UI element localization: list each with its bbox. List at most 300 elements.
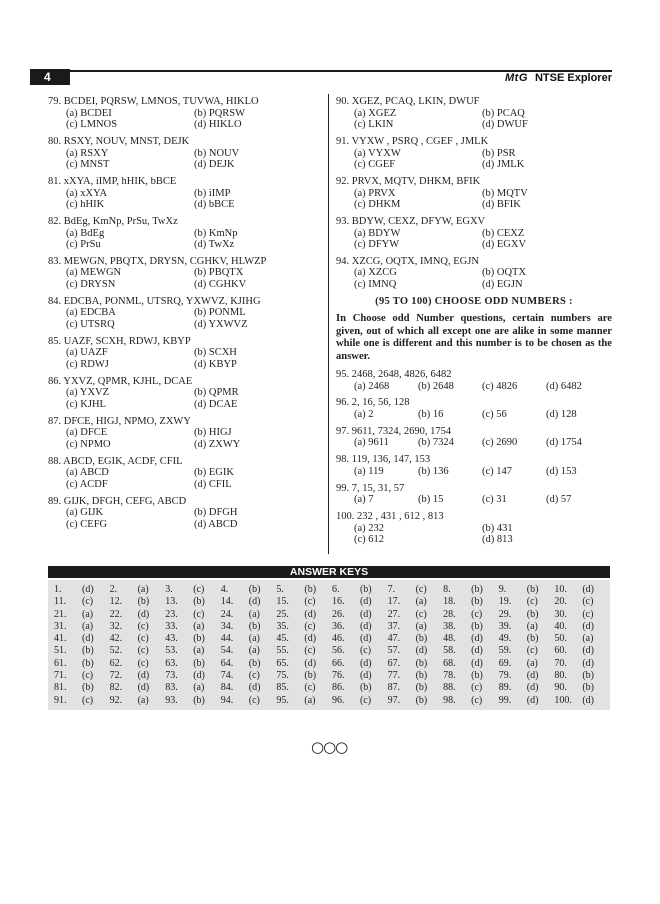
answer-key-number: 47. (387, 633, 401, 645)
answer-key-item (110, 621, 166, 633)
question-text: BDYW, CEXZ, DFYW, EGXV (351, 215, 486, 227)
option-c: (c) IMNQ (354, 279, 397, 291)
answer-key-item (110, 584, 166, 596)
answer-key-option: (c) (137, 645, 149, 657)
answer-key-item (388, 633, 444, 645)
question-item (336, 397, 612, 420)
option-a: (a) ABCD (66, 467, 109, 479)
answer-key-number: 56. (331, 645, 345, 657)
answer-key-number: 42. (109, 633, 123, 645)
answer-key-item (554, 584, 610, 596)
answer-key-option: (c) (248, 670, 260, 682)
option-list (48, 507, 323, 530)
question-stem (48, 176, 323, 188)
option-c: (c) 612 (354, 534, 385, 546)
option-b: (b) NOUV (194, 147, 240, 159)
answer-key-number: 83. (165, 682, 178, 694)
answer-key-item (499, 658, 555, 670)
answer-key-option: (b) (82, 645, 94, 657)
answer-key-item (54, 658, 110, 670)
option-b: (b) iIMP (194, 187, 231, 199)
answer-keys-title: ANSWER KEYS (48, 566, 610, 578)
question-number: 93. (336, 215, 350, 227)
answer-key-item (332, 621, 388, 633)
answer-key-item (499, 695, 555, 707)
answer-key-option: (b) (526, 584, 539, 595)
option-c: (c) 4826 (482, 380, 518, 392)
option-d: (d) 153 (546, 465, 577, 477)
answer-key-number: 77. (387, 670, 401, 682)
question-text: 119, 136, 147, 153 (351, 454, 431, 466)
option-d: (d) TwXz (194, 239, 235, 251)
option-d: (d) 57 (546, 494, 572, 506)
answer-key-number: 30. (554, 608, 567, 620)
option-list (336, 523, 612, 546)
option-b: (b) OQTX (482, 267, 527, 279)
answer-key-number: 3. (165, 584, 173, 595)
answer-key-option: (a) (137, 584, 149, 595)
question-text: VYXW , PSRQ , CGEF , JMLK (351, 135, 489, 147)
answer-key-option: (b) (471, 584, 483, 595)
answer-key-option: (a) (193, 682, 205, 694)
answer-key-number: 26. (331, 608, 345, 620)
answer-key-item (443, 670, 499, 682)
answer-key-number: 84. (220, 682, 234, 694)
answer-key-number: 33. (165, 620, 178, 632)
answer-key-item (554, 596, 610, 608)
option-c: (c) NPMO (66, 438, 111, 450)
answer-key-option: (a) (526, 657, 538, 669)
question-text: UAZF, SCXH, RDWJ, KBYP (63, 335, 191, 347)
answer-key-item (54, 621, 110, 633)
answer-key-number: 39. (498, 620, 512, 632)
answer-key-number: 87. (387, 682, 401, 694)
answer-key-option: (b) (415, 670, 428, 682)
answer-key-number: 91. (54, 694, 67, 706)
answer-key-number: 54. (220, 645, 234, 657)
answer-key-option: (b) (415, 657, 428, 669)
option-a: (a) XZCG (354, 267, 397, 279)
answer-key-item (221, 596, 277, 608)
question-text: RSXY, NOUV, MNST, DEJK (63, 135, 190, 147)
option-a: (a) 2 (354, 409, 374, 421)
option-d: (d) HIKLO (194, 119, 242, 131)
option-a: (a) VYXW (354, 147, 401, 159)
answer-key-option: (c) (415, 584, 427, 595)
option-d: (d) YXWVZ (194, 319, 248, 331)
answer-key-item (54, 633, 110, 645)
answer-key-number: 40. (554, 620, 567, 632)
question-number: 100. (336, 510, 355, 522)
answer-key-option: (d) (582, 694, 595, 706)
question-stem (336, 216, 612, 228)
question-stem (336, 176, 612, 188)
answer-key-option: (c) (526, 645, 538, 657)
answer-key-option: (a) (415, 596, 427, 608)
answer-key-number: 14. (220, 596, 234, 608)
question-stem (336, 483, 612, 495)
answer-key-option: (b) (248, 657, 261, 669)
question-item (336, 136, 612, 171)
answer-key-item (276, 670, 332, 682)
question-number: 96. (336, 397, 350, 409)
answer-key-number: 66. (331, 657, 345, 669)
answer-key-option: (b) (137, 596, 150, 608)
answer-key-number: 73. (165, 670, 178, 682)
answer-key-number: 94. (220, 694, 234, 706)
question-text: BCDEI, PQRSW, LMNOS, TUVWA, HIKLO (63, 96, 259, 107)
question-stem (336, 136, 612, 148)
option-list (48, 188, 323, 211)
answer-key-number: 32. (109, 620, 123, 632)
answer-key-number: 85. (276, 682, 289, 694)
question-stem (48, 496, 323, 508)
answer-key-item (165, 621, 221, 633)
option-list (48, 427, 323, 450)
answer-key-item (332, 682, 388, 694)
answer-key-item (110, 645, 166, 657)
question-number: 94. (336, 255, 350, 267)
option-list (336, 188, 612, 211)
answer-key-option: (a) (248, 608, 260, 620)
option-c: (c) 147 (482, 465, 513, 477)
answer-key-number: 37. (387, 620, 401, 632)
answer-key-number: 92. (109, 694, 123, 706)
answer-key-number: 99. (498, 694, 512, 706)
answer-key-option: (d) (359, 596, 372, 608)
answer-key-number: 20. (554, 596, 567, 608)
answer-key-item (499, 670, 555, 682)
question-stem (336, 426, 612, 438)
answer-key-item (165, 584, 221, 596)
answer-key-option: (d) (359, 608, 372, 620)
option-d: (d) ABCD (194, 518, 238, 530)
option-a: (a) BdEg (66, 227, 105, 239)
answer-key-option: (d) (526, 682, 539, 694)
answer-key-option: (b) (193, 657, 205, 669)
answer-key-option: (b) (471, 620, 483, 632)
answer-key-option: (d) (471, 633, 483, 645)
option-d: (d) CGHKV (194, 279, 247, 291)
answer-key-option: (b) (582, 682, 595, 694)
answer-key-number: 55. (276, 645, 289, 657)
option-b: (b) 2648 (418, 380, 454, 392)
answer-key-number: 36. (331, 620, 345, 632)
question-stem (48, 456, 323, 468)
answer-key-number: 8. (443, 584, 451, 595)
option-b: (b) 431 (482, 522, 513, 534)
answer-key-option: (b) (471, 596, 483, 608)
answer-key-number: 60. (554, 645, 567, 657)
answer-key-option: (b) (193, 633, 205, 645)
question-item (48, 256, 323, 291)
option-b: (b) DFGH (194, 507, 238, 519)
option-c: (c) MNST (66, 159, 110, 171)
answer-key-item (332, 584, 388, 596)
option-d: (d) 813 (482, 534, 513, 546)
question-stem (336, 511, 612, 523)
answer-key-option: (c) (137, 620, 149, 632)
section-title: (95 TO 100) CHOOSE ODD NUMBERS : (375, 295, 573, 307)
option-b: (b) 15 (418, 494, 444, 506)
question-number: 99. (336, 482, 350, 494)
answer-key-number: 62. (109, 657, 123, 669)
answer-key-number: 34. (220, 620, 234, 632)
answer-key-item (499, 645, 555, 657)
question-number: 80. (48, 135, 62, 147)
answer-key-number: 95. (276, 694, 289, 706)
left-column (48, 96, 323, 536)
option-b: (b) PQRSW (194, 107, 246, 119)
answer-key-option: (d) (248, 596, 261, 608)
question-text: 232 , 431 , 612 , 813 (357, 510, 444, 522)
answer-key-item (499, 596, 555, 608)
answer-key-number: 50. (554, 633, 567, 645)
answer-key-item (554, 645, 610, 657)
option-b: (b) KmNp (194, 227, 238, 239)
question-stem (336, 96, 612, 108)
answer-key-option: (a) (248, 633, 260, 645)
answer-key-item (221, 682, 277, 694)
answer-key-number: 71. (54, 670, 67, 682)
option-a: (a) MEWGN (66, 267, 122, 279)
answer-key-number: 72. (109, 670, 123, 682)
option-b: (b) PONML (194, 307, 246, 319)
option-a: (a) BDYW (354, 227, 401, 239)
answer-key-option: (c) (248, 694, 260, 706)
answer-key-option: (b) (526, 633, 539, 645)
option-d: (d) 1754 (546, 437, 582, 449)
answer-key-item (554, 658, 610, 670)
answer-key-number: 100. (554, 694, 572, 706)
answer-key-number: 58. (443, 645, 456, 657)
question-stem (48, 256, 323, 268)
answer-key-number: 21. (54, 608, 67, 620)
answer-key-item (332, 695, 388, 707)
option-list (48, 148, 323, 171)
question-stem (48, 216, 323, 228)
answer-key-item (554, 682, 610, 694)
answer-key-number: 67. (387, 657, 401, 669)
answer-key-number: 24. (220, 608, 234, 620)
question-stem (48, 296, 323, 308)
answer-key-item (221, 658, 277, 670)
answer-key-number: 48. (443, 633, 456, 645)
answer-key-item (165, 658, 221, 670)
answer-key-option: (c) (137, 633, 149, 645)
question-number: 79. (48, 96, 62, 107)
option-b: (b) CEXZ (482, 227, 525, 239)
answer-key-item (221, 695, 277, 707)
answer-key-item (276, 633, 332, 645)
option-list (336, 381, 612, 393)
answer-key-item (332, 609, 388, 621)
answer-key-item (388, 682, 444, 694)
answer-key-number: 15. (276, 596, 289, 608)
answer-key-item (110, 682, 166, 694)
answer-key-number: 29. (498, 608, 512, 620)
question-number: 92. (336, 175, 350, 187)
question-text: XZCG, OQTX, IMNQ, EGJN (351, 255, 479, 267)
answer-key-item (443, 658, 499, 670)
question-number: 90. (336, 96, 350, 107)
question-text: PRVX, MQTV, DHKM, BFIK (351, 175, 481, 187)
answer-key-option: (a) (193, 620, 205, 632)
answer-key-option: (c) (415, 608, 427, 620)
answer-key-option: (d) (359, 657, 372, 669)
answer-key-option: (a) (82, 608, 94, 620)
answer-key-item (388, 670, 444, 682)
question-item (336, 176, 612, 211)
answer-key-number: 19. (498, 596, 512, 608)
answer-key-item (54, 682, 110, 694)
answer-key-option: (c) (582, 608, 594, 620)
answer-key-item (499, 621, 555, 633)
answer-key-number: 79. (498, 670, 512, 682)
answer-key-number: 46. (331, 633, 345, 645)
answer-key-option: (a) (304, 694, 316, 706)
answer-key-item (499, 633, 555, 645)
answer-key-option: (b) (304, 584, 317, 595)
answer-key-item (221, 633, 277, 645)
answer-key-number: 10. (554, 584, 567, 595)
answer-key-number: 88. (443, 682, 456, 694)
answer-key-item (554, 621, 610, 633)
option-list (336, 267, 612, 290)
question-item (48, 456, 323, 491)
option-b: (b) 16 (418, 409, 444, 421)
option-d: (d) CFIL (194, 478, 232, 490)
answer-key-item (221, 584, 277, 596)
answer-key-option: (d) (359, 670, 372, 682)
option-a: (a) UAZF (66, 347, 108, 359)
option-b: (b) HIGJ (194, 427, 232, 439)
question-number: 95. (336, 369, 350, 381)
answer-key-option: (a) (526, 620, 538, 632)
answer-key-option: (c) (82, 670, 94, 682)
answer-key-item (276, 621, 332, 633)
question-text: EDCBA, PONML, UTSRQ, YXWVZ, KJIHG (63, 295, 261, 307)
answer-key-option: (c) (304, 645, 316, 657)
option-d: (d) BFIK (482, 199, 521, 211)
option-d: (d) EGJN (482, 279, 523, 291)
answer-keys-grid (54, 584, 610, 707)
book-title: NTSE Explorer (534, 72, 612, 84)
answer-key-option: (b) (415, 694, 428, 706)
answer-key-item (165, 695, 221, 707)
answer-key-number: 90. (554, 682, 567, 694)
option-a: (a) 2468 (354, 380, 390, 392)
option-a: (a) YXVZ (66, 387, 110, 399)
answer-key-option: (c) (193, 584, 205, 595)
answer-key-option: (c) (526, 596, 538, 608)
option-b: (b) PCAQ (482, 107, 525, 119)
option-a: (a) BCDEI (66, 107, 112, 119)
answer-key-number: 49. (498, 633, 512, 645)
section-instructions: In Choose odd Number questions, certain numbers are given, out of which all except one are alike in some manner while one is different and this number is to be chosen as the answer. (336, 313, 612, 362)
answer-key-item (110, 633, 166, 645)
question-number: 86. (48, 375, 62, 387)
question-text: 7, 15, 31, 57 (351, 482, 405, 494)
option-list (48, 467, 323, 490)
question-number: 88. (48, 455, 62, 467)
answer-key-item (443, 596, 499, 608)
answer-key-number: 75. (276, 670, 289, 682)
answer-key-number: 1. (54, 584, 62, 595)
answer-key-item (332, 596, 388, 608)
answer-key-option: (d) (582, 657, 595, 669)
answer-key-item (221, 645, 277, 657)
option-b: (b) PSR (482, 147, 516, 159)
answer-key-number: 76. (331, 670, 345, 682)
question-stem (48, 336, 323, 348)
option-list (336, 494, 612, 506)
answer-key-number: 78. (443, 670, 456, 682)
answer-key-option: (c) (137, 657, 149, 669)
answer-key-item (554, 633, 610, 645)
answer-key-option: (c) (359, 694, 372, 706)
question-text: GIJK, DFGH, CEFG, ABCD (63, 495, 187, 507)
answer-key-item (499, 609, 555, 621)
question-number: 85. (48, 335, 62, 347)
question-stem (48, 136, 323, 148)
answer-key-number: 59. (498, 645, 512, 657)
option-c: (c) UTSRQ (66, 319, 115, 331)
option-list (48, 228, 323, 251)
answer-key-item (332, 633, 388, 645)
answer-key-number: 31. (54, 620, 67, 632)
answer-key-option: (a) (582, 633, 594, 645)
answer-key-option: (a) (137, 694, 149, 706)
question-text: DFCE, HIGJ, NPMO, ZXWY (63, 415, 191, 427)
question-number: 97. (336, 425, 350, 437)
question-item (336, 511, 612, 546)
question-item (336, 369, 612, 392)
option-c: (c) DHKM (354, 199, 401, 211)
answer-key-item (54, 695, 110, 707)
option-d: (d) DCAE (194, 398, 238, 410)
option-d: (d) 128 (546, 409, 577, 421)
option-d: (d) ZXWY (194, 438, 241, 450)
answer-key-option: (a) (82, 620, 94, 632)
question-text: 2468, 2648, 4826, 6482 (351, 369, 452, 381)
answer-key-option: (d) (526, 670, 539, 682)
answer-key-option: (c) (82, 596, 94, 608)
answer-key-number: 52. (109, 645, 123, 657)
option-list (336, 148, 612, 171)
answer-key-number: 13. (165, 596, 178, 608)
answer-key-item (165, 609, 221, 621)
answer-key-number: 16. (331, 596, 345, 608)
option-list (336, 466, 612, 478)
answer-key-option: (c) (582, 596, 594, 608)
answer-key-item (499, 584, 555, 596)
answer-key-number: 43. (165, 633, 178, 645)
answer-key-item (221, 670, 277, 682)
answer-key-option: (b) (82, 682, 94, 694)
question-stem (336, 454, 612, 466)
option-b: (b) MQTV (482, 187, 528, 199)
answer-key-option: (d) (304, 633, 317, 645)
column-divider (328, 94, 329, 554)
answer-key-number: 65. (276, 657, 289, 669)
answer-key-number: 5. (276, 584, 284, 595)
answer-key-option: (b) (248, 584, 261, 595)
option-b: (b) 136 (418, 465, 449, 477)
question-text: BdEg, KmNp, PrSu, TwXz (63, 215, 178, 227)
end-of-page-mark: ○○○ (311, 738, 348, 756)
answer-key-number: 6. (331, 584, 340, 595)
